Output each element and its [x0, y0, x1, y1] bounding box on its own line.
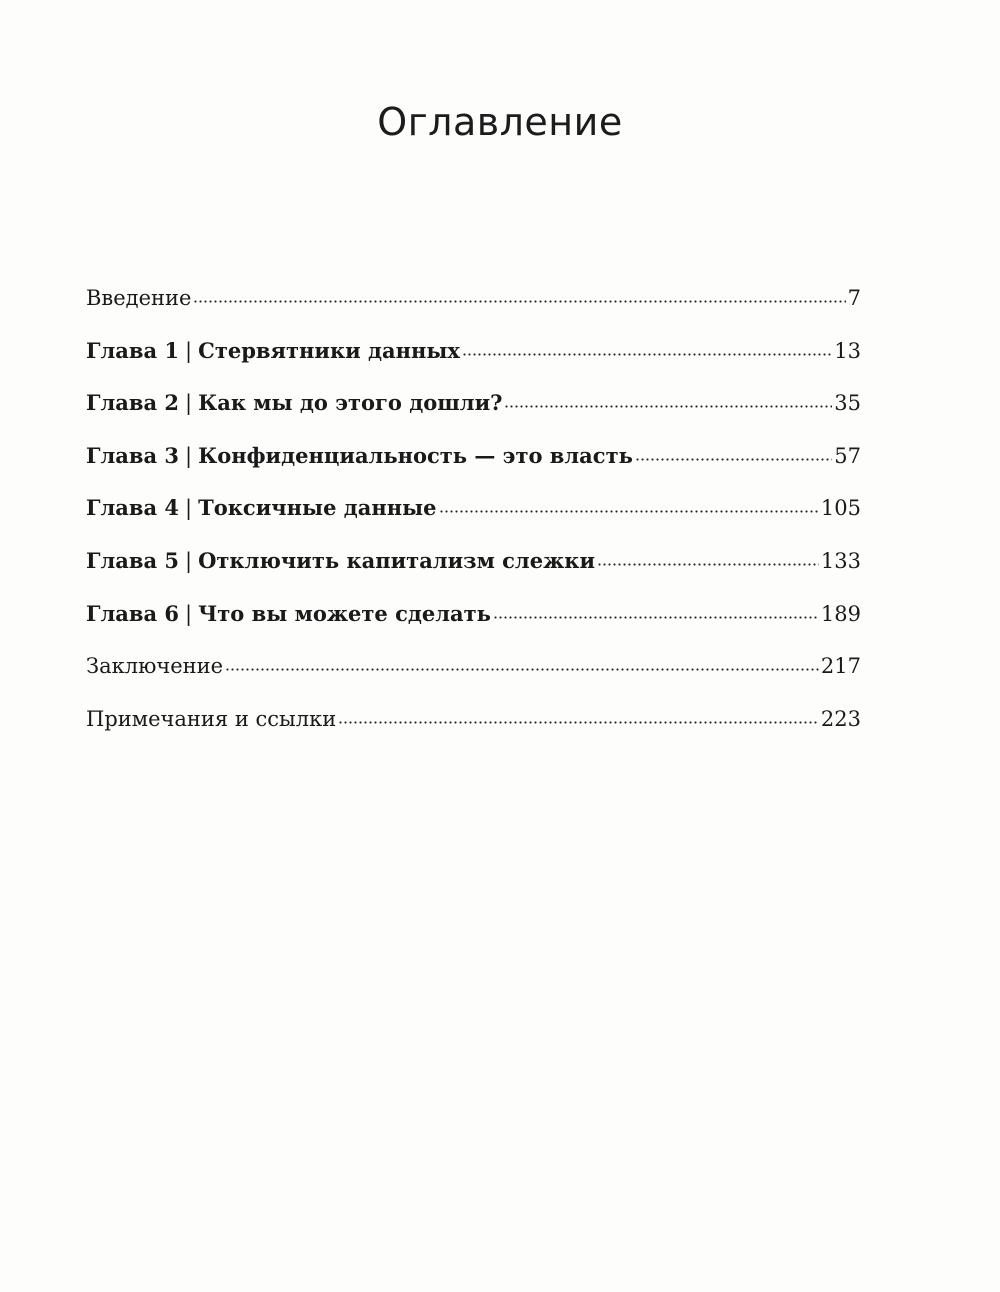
chapter-number: Глава 6	[86, 600, 180, 626]
page-title: Оглавление	[377, 100, 623, 144]
chapter-number: Глава 2	[86, 390, 180, 416]
dot-leader	[597, 547, 819, 568]
page-number: 133	[820, 548, 861, 573]
toc-entry[interactable]	[86, 652, 861, 705]
page-number: 35	[834, 391, 861, 416]
entry-title: Примечания и ссылки	[86, 706, 337, 731]
dot-leader	[504, 389, 832, 410]
entry-title: Отключить капитализм слежки	[198, 547, 596, 573]
entry-title: Конфиденциальность — это власть	[198, 442, 633, 468]
chapter-number: Глава 4	[86, 495, 180, 521]
separator: |	[185, 391, 193, 416]
page-number: 217	[820, 654, 861, 679]
separator: |	[185, 443, 193, 468]
page-number: 189	[820, 601, 861, 626]
toc-entry[interactable]	[86, 494, 861, 547]
page-number: 105	[820, 496, 861, 521]
dot-leader	[225, 652, 819, 673]
dot-leader	[462, 337, 832, 358]
separator: |	[185, 601, 193, 626]
page-number: 7	[847, 286, 861, 310]
separator: |	[185, 496, 193, 521]
dot-leader	[635, 442, 832, 463]
toc-entry[interactable]	[86, 389, 861, 442]
toc-entry[interactable]	[86, 337, 861, 390]
dot-leader	[439, 494, 819, 515]
dot-leader	[193, 284, 845, 305]
entry-title: Стервятники данных	[198, 337, 460, 363]
entry-title: Как мы до этого дошли?	[198, 390, 503, 416]
entry-title: Что вы можете сделать	[198, 600, 491, 626]
toc-entry[interactable]	[86, 705, 861, 758]
page-number: 13	[834, 338, 861, 363]
page-number: 223	[820, 706, 861, 731]
chapter-number: Глава 1	[86, 337, 180, 363]
toc-entry[interactable]	[86, 600, 861, 653]
toc-entry[interactable]	[86, 442, 861, 495]
chapter-number: Глава 3	[86, 442, 180, 468]
toc-entry[interactable]	[86, 284, 861, 337]
page-number: 57	[834, 443, 861, 468]
toc-entry[interactable]	[86, 547, 861, 600]
entry-title: Токсичные данные	[198, 495, 437, 521]
dot-leader	[338, 705, 819, 726]
entry-title: Заключение	[86, 654, 224, 679]
separator: |	[185, 338, 193, 363]
table-of-contents	[86, 284, 861, 757]
separator: |	[185, 548, 193, 573]
dot-leader	[493, 600, 819, 621]
entry-title: Введение	[86, 286, 192, 310]
chapter-number: Глава 5	[86, 547, 180, 573]
